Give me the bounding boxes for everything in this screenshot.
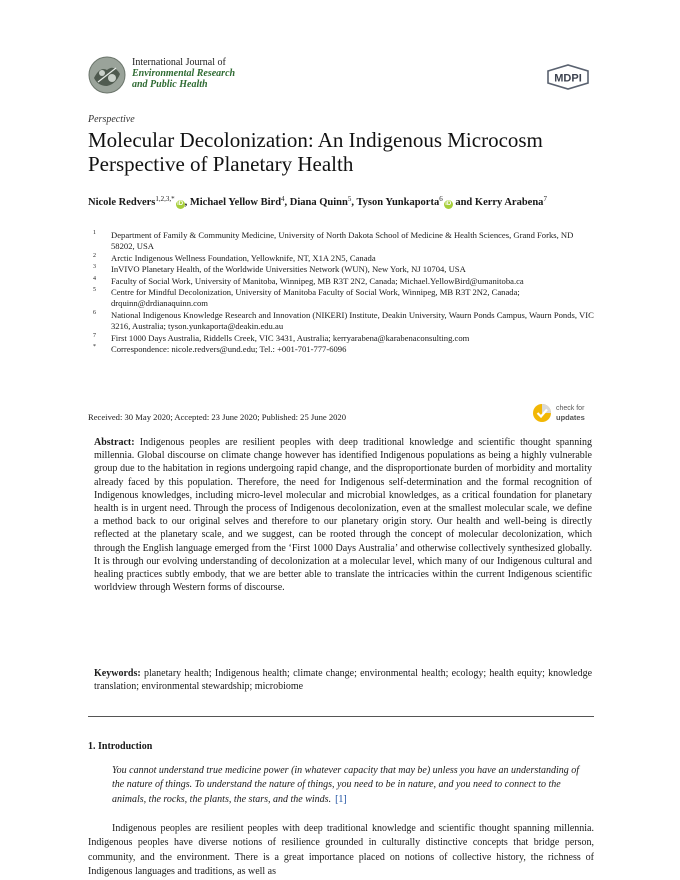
journal-line-2: Environmental Research xyxy=(132,68,236,79)
check-for-updates-badge[interactable] xyxy=(532,403,596,425)
author-affiliation-ref: 4 xyxy=(281,195,285,203)
keywords-label: Keywords: xyxy=(94,668,141,679)
affiliation-text: Correspondence: nicole.redvers@und.edu; Tel.: +001-701-777-6096 xyxy=(111,344,347,355)
affiliation-number: 7 xyxy=(93,332,96,339)
author-name: Diana Quinn xyxy=(289,197,348,208)
author-separator: and xyxy=(452,197,475,208)
author-name: Kerry Arabena xyxy=(474,197,544,208)
orcid-icon[interactable]: iD xyxy=(445,201,452,207)
author-list xyxy=(88,192,598,210)
section-divider xyxy=(88,716,594,717)
author-separator: , xyxy=(284,197,290,208)
paper-title: Molecular Decolonization: An Indigenous Microcosm Perspective of Planetary Health xyxy=(88,128,543,176)
affiliation-text: Faculty of Social Work, University of Manitoba, Winnipeg, MB R3T 2N2, Canada; Michael.YellowBird@umanitoba.ca xyxy=(111,275,524,286)
affiliation-text: Centre for Mindful Decolonization, University of Manitoba Faculty of Social Work, Winnipeg, MB R3T 2N2, Canada; drquinn@drdianaquinn.com xyxy=(111,287,520,309)
orcid-icon[interactable]: iD xyxy=(177,201,184,207)
author-separator: , xyxy=(351,197,357,208)
affiliation-number: 1 xyxy=(93,230,96,236)
abstract-text: Indigenous peoples are resilient peoples with deep traditional knowledge and scientific thought spanning millennia. Global discourse on climate change however has identified Indigenous populations as being a highly vulnerable group due to the habitation in regions undergoing rapid change, and the disproportionate burden of morbidity and mortality already faced by this population. Therefore, the need for Indigenous self-determination and the formal recognition of Indigenous knowledges, including micro-level molecular and microbial knowledges, as a critical foundation for planetary health is in urgent need. Through the process of Indigenous decolonization, even at the smallest molecular scale, we define a method back to our original selves and therefore to our planetary origin story. Our health and well-being is directly reflected at the planetary scale, and we suggest, can be rooted through the concept of molecular decolonization, which through the English language emerged from the ‘First 1000 Days Australia’ and otherwise collectively synthesized globally. It is through our evolving understanding of decolonization at a molecular level, which many of our Indigenous cultural and healing practices subtly embody, that we are better able to translate the intricacies within the current Indigenous scientific worldview through Western forms of discourse. xyxy=(94,437,593,594)
keywords xyxy=(94,667,592,693)
mdpi-logo-icon xyxy=(544,64,592,90)
affiliation-item xyxy=(88,333,598,344)
affiliation-item xyxy=(88,344,598,355)
author-name: Nicole Redvers xyxy=(88,197,156,208)
affiliation-item xyxy=(88,310,598,333)
intro-paragraph xyxy=(88,822,594,879)
author-affiliation-ref: 6 xyxy=(439,195,443,203)
affiliation-item xyxy=(88,230,598,253)
abstract-label: Abstract: xyxy=(94,437,135,448)
section-heading: 1. Introduction xyxy=(88,741,153,752)
check-updates-line-1: check for xyxy=(556,405,585,412)
keywords-text: planetary health; Indigenous health; climate change; environmental health; ecology; health equity; knowledge translation; environmental stewardship; microbiome xyxy=(94,668,593,693)
author-name: Tyson Yunkaporta xyxy=(356,197,440,208)
affiliation-number: 2 xyxy=(93,252,96,259)
affiliation-number: 4 xyxy=(93,275,96,282)
affiliation-item xyxy=(88,253,598,264)
journal-line-3: and Public Health xyxy=(132,79,208,90)
citation-link[interactable]: [1] xyxy=(335,793,347,805)
affiliation-item xyxy=(88,276,598,287)
journal-line-1: International Journal of xyxy=(132,57,226,68)
affiliation-number: * xyxy=(93,344,96,351)
affiliation-item xyxy=(88,287,598,310)
affiliation-text: InVIVO Planetary Health, of the Worldwide Universities Network (WUN), New York, NJ 10704, USA xyxy=(111,264,466,275)
affiliation-number: 3 xyxy=(93,264,96,271)
author-affiliation-ref: 5 xyxy=(347,195,352,203)
affiliation-item xyxy=(88,264,598,275)
check-updates-line-2: updates xyxy=(556,413,585,422)
check-updates-icon xyxy=(532,403,552,423)
affiliation-number: 6 xyxy=(93,309,96,316)
author-separator: , xyxy=(184,197,190,208)
author-affiliation-ref: 7 xyxy=(543,195,547,203)
epigraph-quote xyxy=(112,764,582,807)
affiliation-text: First 1000 Days Australia, Riddells Creek, VIC 3431, Australia; kerryarabena@karabenaconsulting.com xyxy=(111,332,470,343)
quote-text: You cannot understand true medicine power (in whatever capacity that may be) unless you have an understanding of the nature of things. To understand the nature of things, you need to be in nature, and you need to connect to the animals, the rocks, the plants, the stars, and the winds. xyxy=(112,765,580,805)
article-type: Perspective xyxy=(88,114,135,125)
affiliation-text: Arctic Indigenous Wellness Foundation, Yellowknife, NT, X1A 2N5, Canada xyxy=(111,252,376,263)
affiliation-list xyxy=(88,230,598,355)
author-name: Michael Yellow Bird xyxy=(189,197,282,208)
svg-text:MDPI: MDPI xyxy=(554,72,582,85)
affiliation-number: 5 xyxy=(93,287,96,294)
journal-logo-icon xyxy=(88,56,126,94)
affiliation-text: National Indigenous Knowledge Research and Innovation (NIKERI) Institute, Deakin University, Waurn Ponds Campus, Waurn Ponds, VIC 3216, Australia; tyson.yunkaporta@deakin.edu.au xyxy=(111,309,594,332)
abstract xyxy=(94,436,592,594)
paragraph-text: Indigenous peoples are resilient peoples with deep traditional knowledge and scientific thought spanning millennia. Indigenous peoples have diverse notions of resilience grounded in culturally distinctive concepts that bridge person, community, and the environment. There is a great importance placed on notions of collective history, the richness of Indigenous languages and traditions, as well as xyxy=(88,823,594,877)
journal-name xyxy=(132,57,235,90)
affiliation-text: Department of Family & Community Medicine, University of North Dakota School of Medicine & Health Sciences, Grand Forks, ND 58202, USA xyxy=(111,230,574,252)
author-affiliation-ref: 1,2,3,* xyxy=(155,195,175,203)
publication-dates: Received: 30 May 2020; Accepted: 23 June 2020; Published: 25 June 2020 xyxy=(88,412,347,422)
